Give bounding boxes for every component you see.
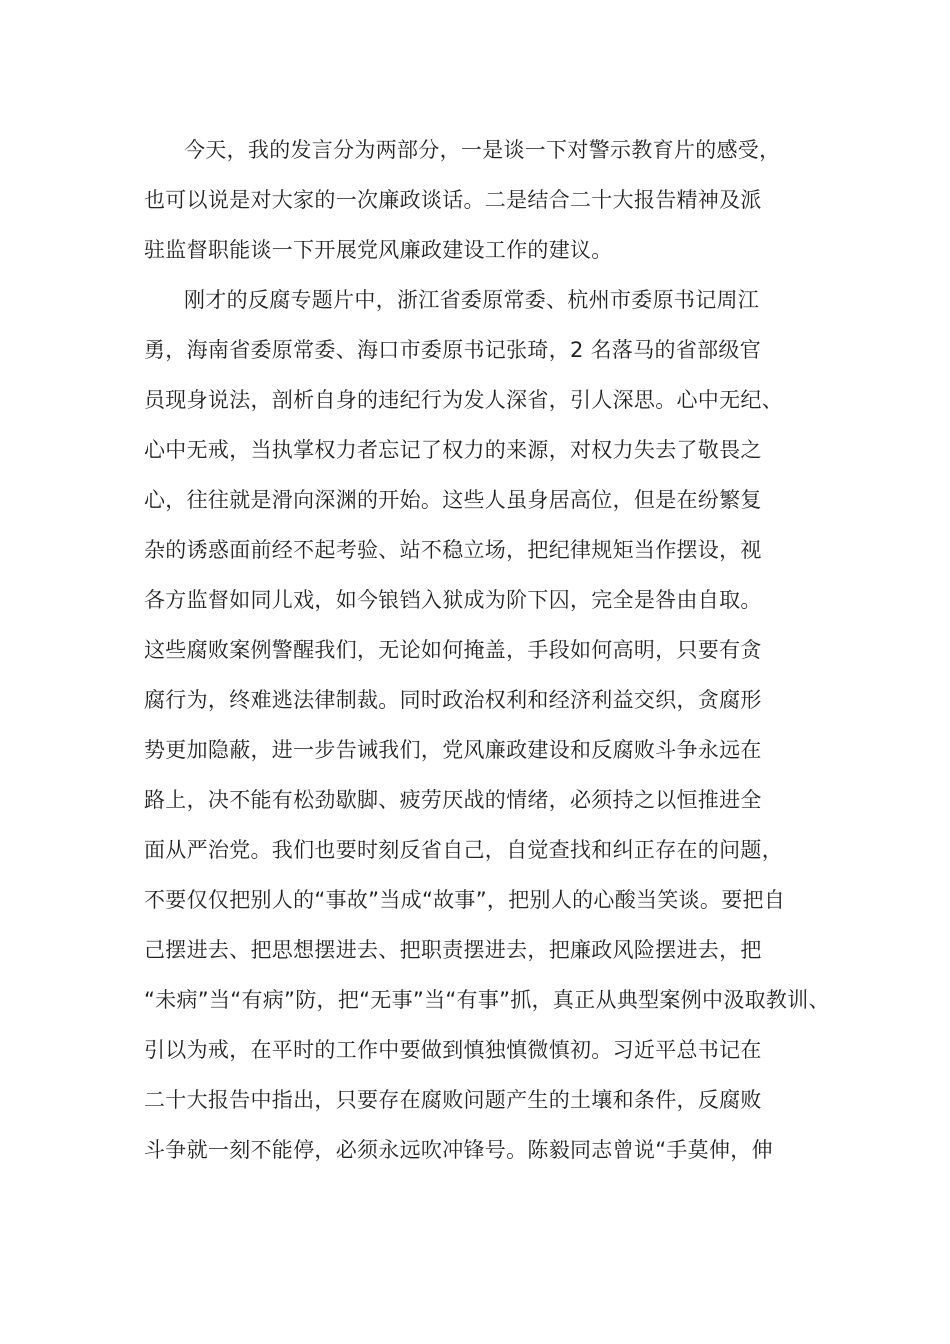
paragraph-2-line-11: 路上，决不能有松劲歇脚、疲劳厌战的情绪，必须持之以恒推进全 (144, 788, 762, 812)
paragraph-1-line-1: 今天，我的发言分为两部分，一是谈一下对警示教育片的感受， (184, 138, 781, 162)
paragraph-2-line-16: 引以为戒，在平时的工作中要做到慎独慎微慎初。习近平总书记在 (144, 1038, 762, 1062)
paragraph-2-line-17: 二十大报告中指出，只要存在腐败问题产生的土壤和条件，反腐败 (144, 1088, 762, 1112)
paragraph-2-line-18: 斗争就一刻不能停，必须永远吹冲锋号。陈毅同志曾说“手莫伸，伸 (144, 1138, 773, 1162)
paragraph-2-line-13: 不要仅仅把别人的“事故”当成“故事”，把别人的心酸当笑谈。要把自 (144, 888, 786, 912)
paragraph-2-line-2: 勇，海南省委原常委、海口市委原书记张琦，2 名落马的省部级官 (144, 338, 762, 362)
paragraph-2-line-6: 杂的诱惑面前经不起考验、站不稳立场，把纪律规矩当作摆设，视 (144, 538, 762, 562)
paragraph-1-line-2: 也可以说是对大家的一次廉政谈话。二是结合二十大报告精神及派 (144, 188, 762, 212)
paragraph-2-line-7: 各方监督如同儿戏，如今锒铛入狱成为阶下囚，完全是咎由自取。 (144, 588, 762, 612)
paragraph-2-line-8: 这些腐败案例警醒我们，无论如何掩盖，手段如何高明，只要有贪 (144, 638, 762, 662)
paragraph-2-line-5: 心，往往就是滑向深渊的开始。这些人虽身居高位，但是在纷繁复 (144, 488, 762, 512)
paragraph-2-line-14: 己摆进去、把思想摆进去、把职责摆进去，把廉政风险摆进去，把 (144, 938, 762, 962)
paragraph-2-line-9: 腐行为，终难逃法律制裁。同时政治权利和经济利益交织，贪腐形 (144, 688, 762, 712)
paragraph-2-line-4: 心中无戒，当执掌权力者忘记了权力的来源，对权力失去了敬畏之 (144, 438, 762, 462)
paragraph-2-line-1: 刚才的反腐专题片中，浙江省委原常委、杭州市委原书记周江 (184, 288, 760, 312)
paragraph-1-line-3: 驻监督职能谈一下开展党风廉政建设工作的建议。 (144, 238, 613, 262)
paragraph-2-line-12: 面从严治党。我们也要时刻反省自己，自觉查找和纠正存在的问题， (144, 838, 783, 862)
paragraph-2-line-15: “未病”当“有病”防，把“无事”当“有事”抓，真正从典型案例中汲取教训、 (144, 988, 830, 1012)
paragraph-2-line-10: 势更加隐蔽，进一步告诫我们，党风廉政建设和反腐败斗争永远在 (144, 738, 762, 762)
paragraph-2-line-3: 员现身说法，剖析自身的违纪行为发人深省，引人深思。心中无纪、 (144, 388, 783, 412)
